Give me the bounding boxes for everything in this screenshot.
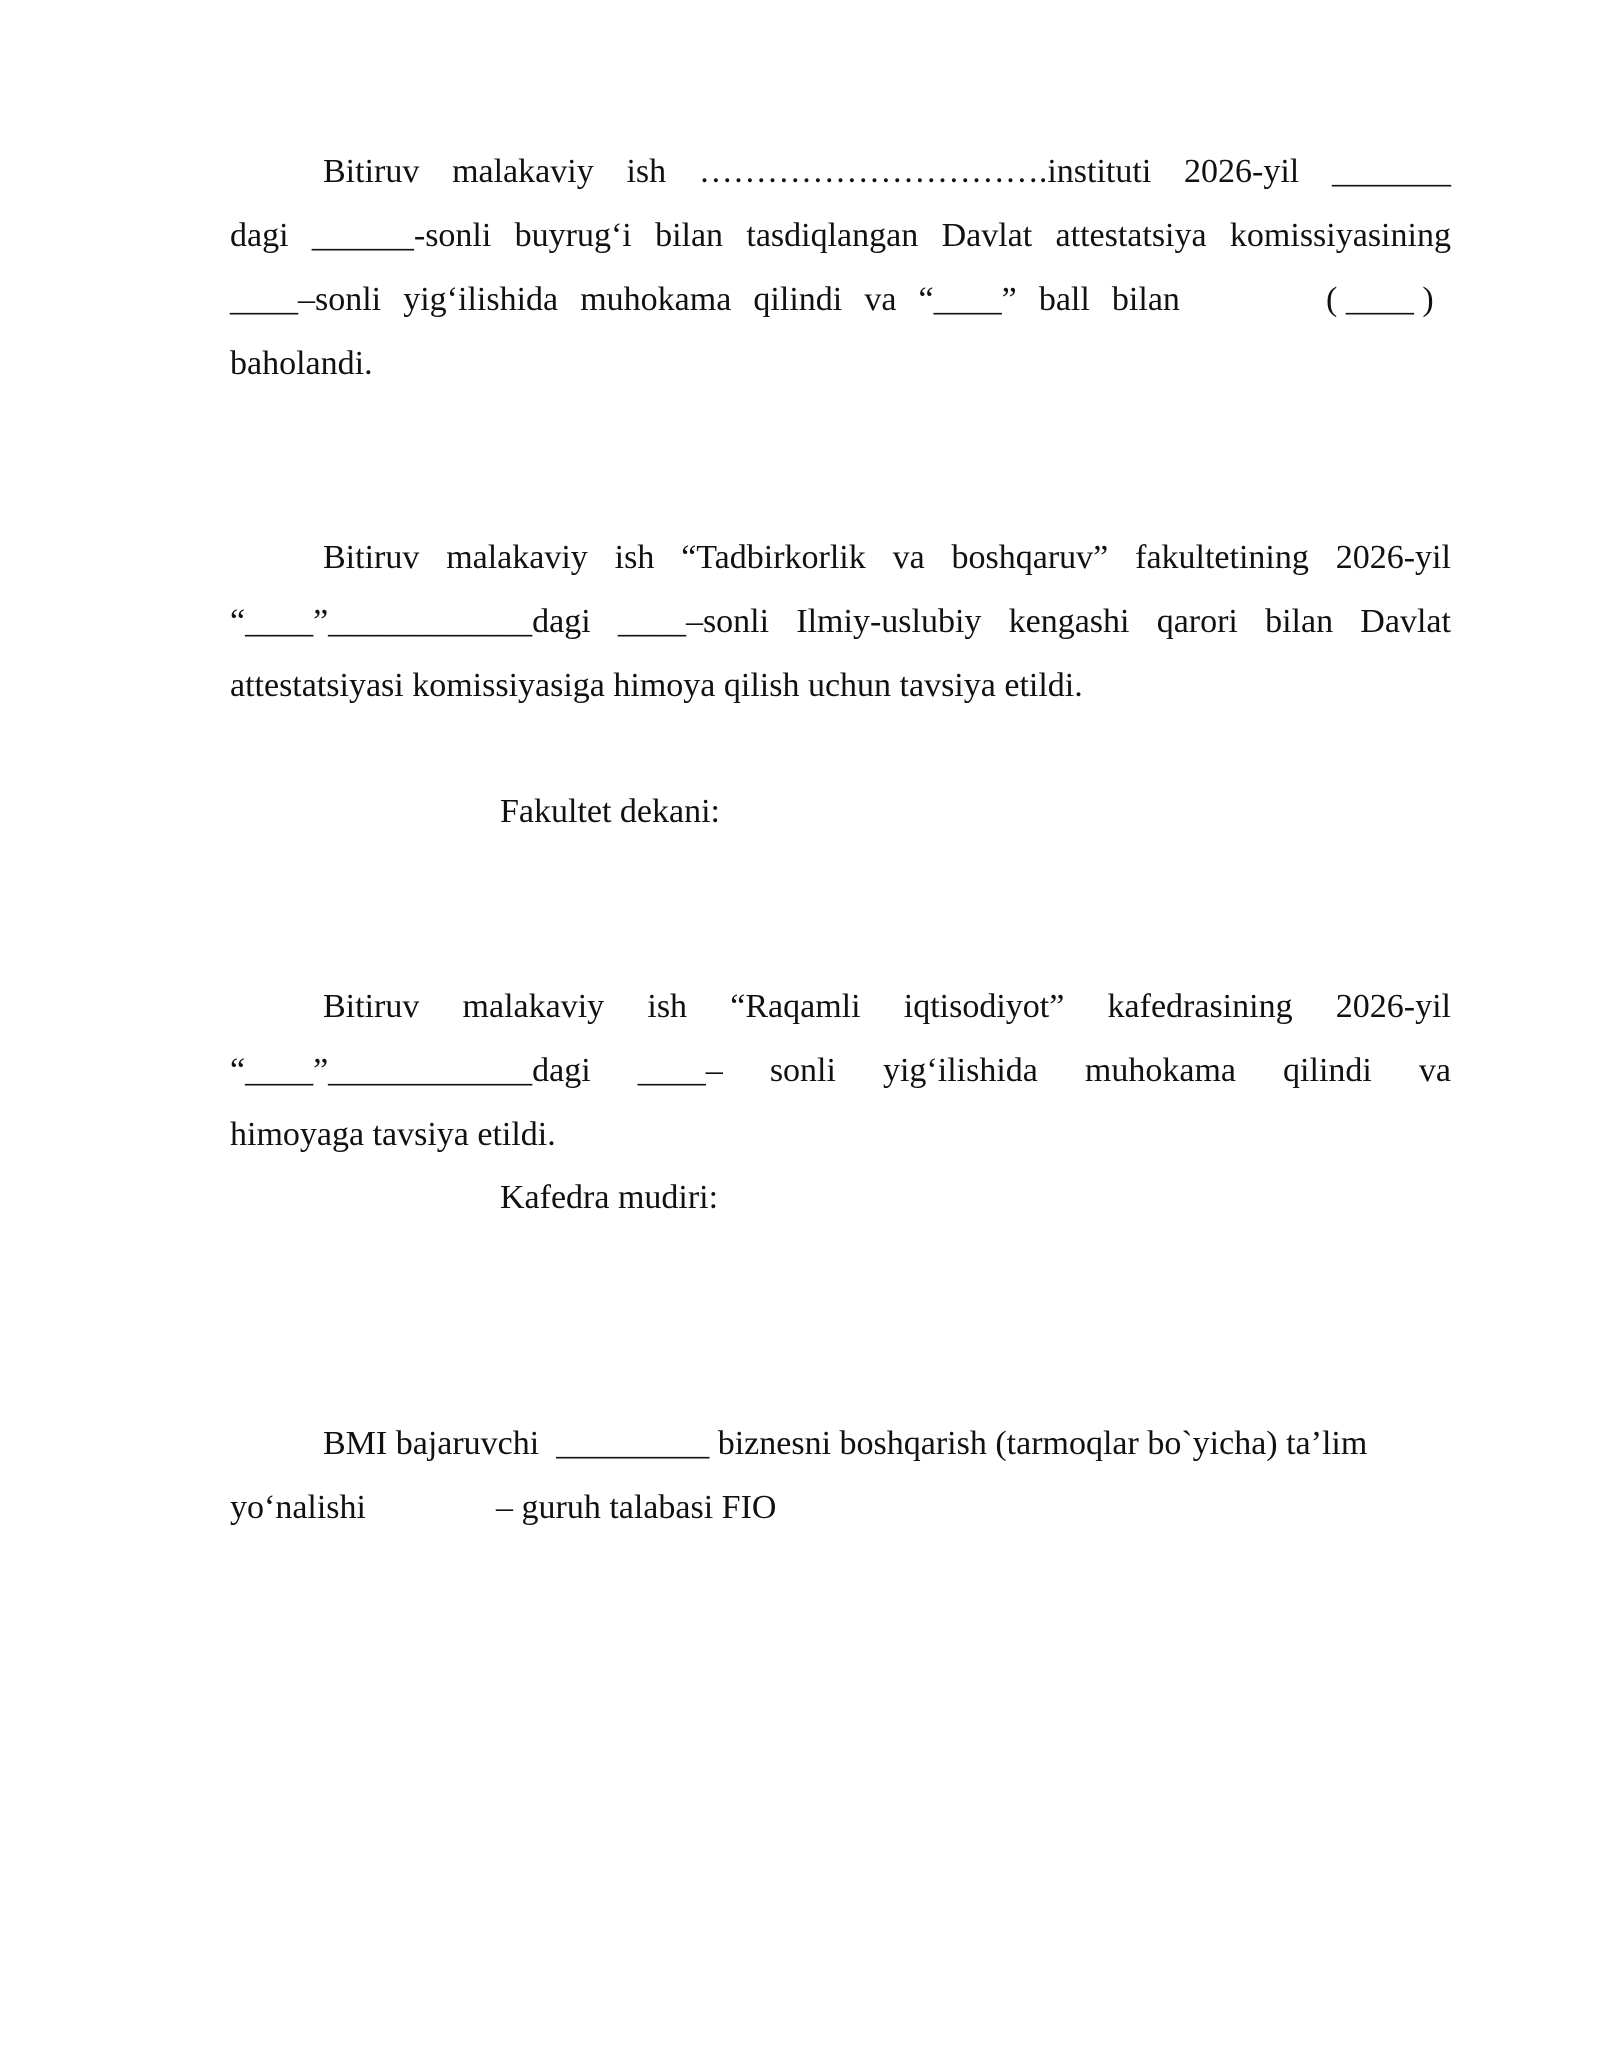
word: Bitiruv <box>323 988 420 1025</box>
word: va <box>864 281 897 318</box>
paragraph1-line1 <box>323 152 1451 192</box>
word: Davlat <box>1360 603 1451 640</box>
word: 2026-yil <box>1335 539 1451 576</box>
word: kafedrasining <box>1107 988 1293 1025</box>
word: ish <box>626 153 667 190</box>
word: malakaviy <box>446 539 588 576</box>
word: malakaviy <box>452 153 594 190</box>
paragraph2-line1 <box>323 538 1451 578</box>
word: ball <box>1038 281 1090 318</box>
word: “Raqamli <box>730 988 861 1025</box>
word: “____”____________dagi <box>230 603 591 640</box>
word: Ilmiy-uslubiy <box>796 603 982 640</box>
paragraph1-line4: baholandi. <box>230 345 373 382</box>
word: 2026-yil <box>1335 988 1451 1025</box>
paragraph3-line1 <box>323 987 1451 1027</box>
word: muhokama <box>1084 1052 1236 1089</box>
word: attestatsiya <box>1055 217 1207 254</box>
word: Bitiruv <box>323 153 420 190</box>
paragraph2-line3: attestatsiyasi komissiyasiga himoya qilish uchun tavsiya etildi. <box>230 667 1083 704</box>
word: bilan <box>655 217 724 254</box>
score-blank: ( ____ ) <box>1326 281 1434 318</box>
word: ____– <box>637 1052 723 1089</box>
word: muhokama <box>580 281 732 318</box>
word: komissiyasining <box>1229 217 1451 254</box>
word: iqtisodiyot” <box>903 988 1065 1025</box>
word: yig‘ilishida <box>403 281 559 318</box>
word: ish <box>647 988 688 1025</box>
word: bilan <box>1265 603 1334 640</box>
word: ______-sonli <box>311 217 492 254</box>
department-head-signature-label: Kafedra mudiri: <box>500 1179 719 1216</box>
paragraph1-line3 <box>230 280 1180 320</box>
paragraph4-line1: BMI bajaruvchi _________ biznesni boshqarish (tarmoqlar bo`yicha) ta’lim <box>323 1425 1368 1462</box>
word: Bitiruv <box>323 539 420 576</box>
word: “Tadbirkorlik <box>681 539 866 576</box>
word: va <box>1418 1052 1451 1089</box>
word: kengashi <box>1008 603 1130 640</box>
word: “____” <box>918 281 1017 318</box>
word: qarori <box>1156 603 1238 640</box>
paragraph3-line3: himoyaga tavsiya etildi. <box>230 1116 556 1153</box>
word: qilindi <box>753 281 843 318</box>
word: _______ <box>1331 153 1451 190</box>
word: “____”____________dagi <box>230 1052 591 1089</box>
word: va <box>892 539 925 576</box>
word: Davlat <box>941 217 1033 254</box>
word: ____–sonli <box>617 603 770 640</box>
word: sonli <box>769 1052 836 1089</box>
word: bilan <box>1111 281 1180 318</box>
word: ____–sonli <box>230 281 382 318</box>
word: 2026-yil <box>1184 153 1300 190</box>
paragraph1-line2 <box>230 216 1451 256</box>
word: ish <box>614 539 655 576</box>
paragraph4-line2-right: – guruh talabasi FIO <box>496 1489 777 1526</box>
word: qilindi <box>1283 1052 1372 1089</box>
word: tasdiqlangan <box>746 217 919 254</box>
word: buyrug‘i <box>514 217 632 254</box>
dean-signature-label: Fakultet dekani: <box>500 793 721 830</box>
word: boshqaruv” <box>951 539 1109 576</box>
paragraph2-line2 <box>230 602 1451 642</box>
paragraph3-line2 <box>230 1051 1451 1091</box>
word: yig‘ilishida <box>882 1052 1038 1089</box>
paragraph4-line2-left: yo‘nalishi <box>230 1489 366 1526</box>
word: dagi <box>230 217 289 254</box>
word: ………………………….instituti <box>698 153 1152 190</box>
word: malakaviy <box>462 988 605 1025</box>
word: fakultetining <box>1135 539 1309 576</box>
